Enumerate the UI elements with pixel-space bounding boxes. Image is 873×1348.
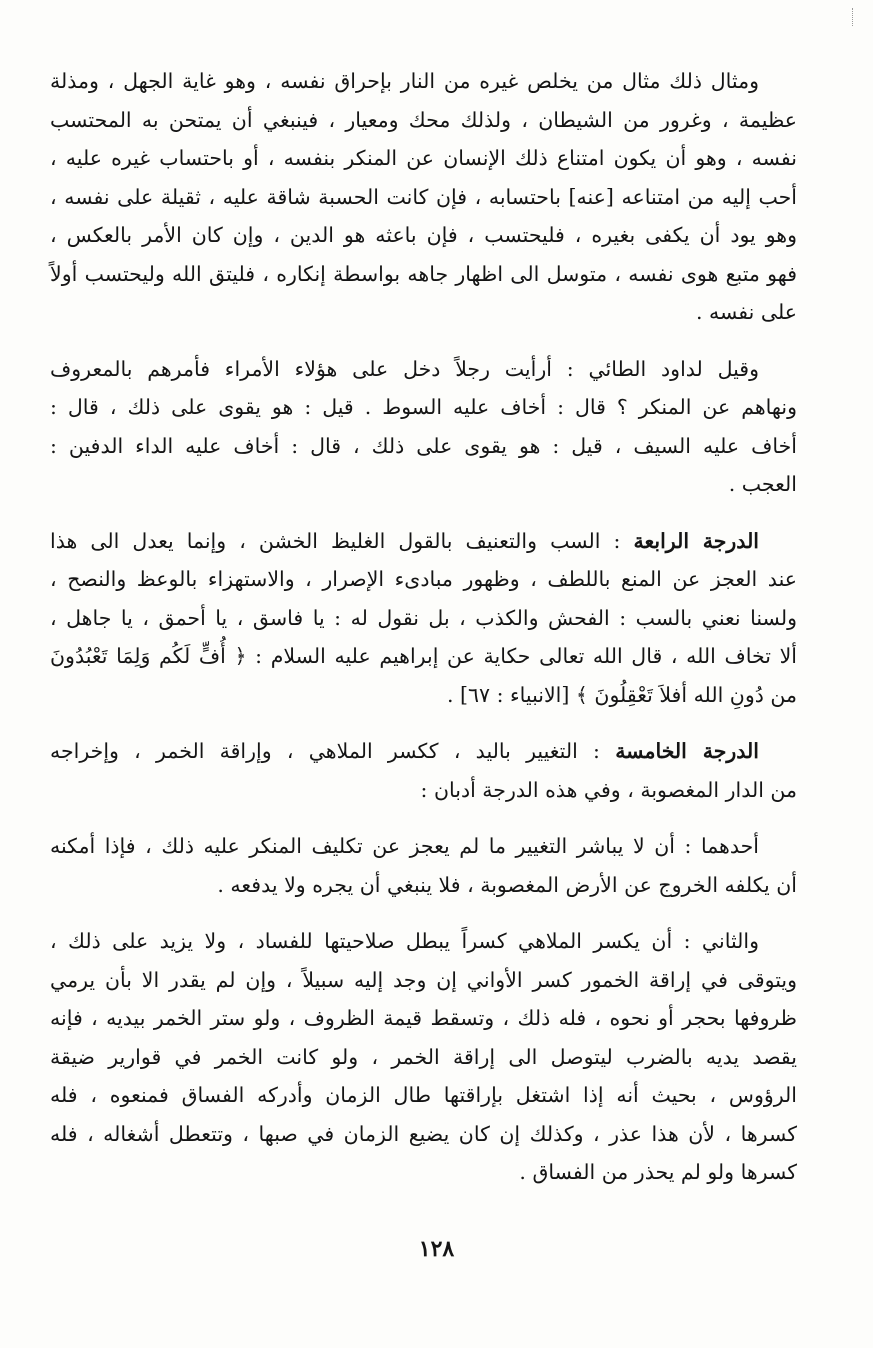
text-line: عظيمة ، وغرور من الشيطان ، ولذلك محك ومعيار ، فينبغي أن يمتحن به المحتسب: [50, 107, 797, 132]
text-line: على نفسه .: [695, 300, 797, 324]
paragraph-6: [50, 922, 797, 1192]
text-line: الرؤوس ، بحيث أنه إذا اشتغل بإراقتها طال الزمان وأدركه الفساق فمنعوه ، فله: [50, 1083, 797, 1107]
paragraph-4: [50, 732, 797, 809]
text-line: ظروفها بحجر أو نحوه ، فله ذلك ، وتسقط قيمة الظروف ، ولو ستر الخمر بيديه ، فإنه: [50, 1006, 797, 1030]
text-line: وقيل لداود الطائي : أرأيت رجلاً دخل على هؤلاء الأمراء فأمرهم بالمعروف: [50, 356, 759, 381]
text-line: أخاف عليه السيف ، قيل : هو يقوى على ذلك ، قال : أخاف عليه الداء الدفين :: [50, 433, 797, 458]
section-heading: الدرجة الرابعة: [633, 528, 760, 553]
text-line: كسرها ، لأن هذا عذر ، وكذلك إن كان يضيع الزمان في صبها ، وتتعطل أشغاله ، فله: [50, 1121, 797, 1146]
text-line: وهو يود أن يكفى بغيره ، فليحتسب ، فإن باعثه هو الدين ، وإن كان الأمر بالعكس ،: [50, 223, 797, 247]
paragraph-3: [50, 522, 797, 715]
text-line: كسرها ولو لم يحذر من الفساق .: [519, 1160, 797, 1184]
text-line: نفسه ، وهو أن يكون امتناع ذلك الإنسان عن المنكر بنفسه ، أو باحتساب غيره عليه ،: [50, 146, 797, 170]
text-run: : التغيير باليد ، ككسر الملاهي ، وإراقة الخمر ، وإخراجه: [50, 739, 616, 763]
text-line: يقصد يديه بالضرب ليتوصل الى إراقة الخمر ، ولو كانت الخمر في قوارير ضيقة: [50, 1044, 797, 1069]
text-run: : السب والتعنيف بالقول الغليظ الخشن ، وإنما يعدل الى هذا: [50, 528, 634, 553]
text-line: أن يكلفه الخروج عن الأرض المغصوبة ، فلا ينبغي أن يجره ولا يدفعه .: [217, 872, 797, 897]
text-line: أحدهما : أن لا يباشر التغيير ما لم يعجز عن تكليف المنكر عليه ذلك ، فإذا أمكنه: [50, 834, 759, 858]
text-line: أحب إليه من امتناعه [عنه] باحتسابه ، فإن كانت الحسبة شاقة عليه ، ثقيلة على نفسه ،: [50, 184, 797, 209]
margin-mark: [849, 8, 853, 26]
text-line: ومثال ذلك مثال من يخلص غيره من النار بإحراق نفسه ، وهو غاية الجهل ، ومذلة: [50, 69, 759, 93]
text-line: العجب .: [728, 472, 797, 496]
text-line: من الدار المغصوبة ، وفي هذه الدرجة أدبان :: [420, 777, 797, 802]
section-heading: الدرجة الخامسة: [615, 739, 759, 763]
paragraph-5: [50, 827, 797, 904]
page-number: ١٢٨: [418, 1236, 455, 1262]
text-line: ولسنا نعني بالسب : الفحش والكذب ، بل نقول له : يا فاسق ، يا أحمق ، يا جاهل ،: [50, 605, 797, 630]
text-line: والثاني : أن يكسر الملاهي كسراً يبطل صلاحيتها للفساد ، ولا يزيد على ذلك ،: [50, 929, 759, 953]
text-line: ونهاهم عن المنكر ؟ قال : أخاف عليه السوط . قيل : هو يقوى على ذلك ، قال :: [50, 395, 797, 419]
text-line: [50, 522, 797, 561]
page-body: [50, 62, 797, 1210]
text-line: من دُونِ الله أفلاَ تَعْقِلُونَ ﴾ [الانبياء : ٦٧] .: [447, 682, 797, 707]
text-line: [50, 732, 797, 771]
paragraph-1: [50, 62, 797, 332]
text-line: ويتوقى في إراقة الخمور كسر الأواني إن وجد إليه سبيلاً ، وإن لم يقدر الا بأن يرمي: [50, 967, 797, 992]
text-line: ألا تخاف الله ، قال الله تعالى حكاية عن إبراهيم عليه السلام : ﴿ أُفٍّ لَكُم وَلِمَا تَعْبُدُونَ: [50, 644, 797, 668]
paragraph-2: [50, 350, 797, 504]
text-line: عند العجز عن المنع باللطف ، وظهور مبادىء الإصرار ، والاستهزاء بالوعظ والنصح ،: [50, 567, 797, 591]
text-line: فهو متبع هوى نفسه ، متوسل الى اظهار جاهه بواسطة إنكاره ، فليتق الله وليحتسب أولاً: [50, 261, 797, 286]
